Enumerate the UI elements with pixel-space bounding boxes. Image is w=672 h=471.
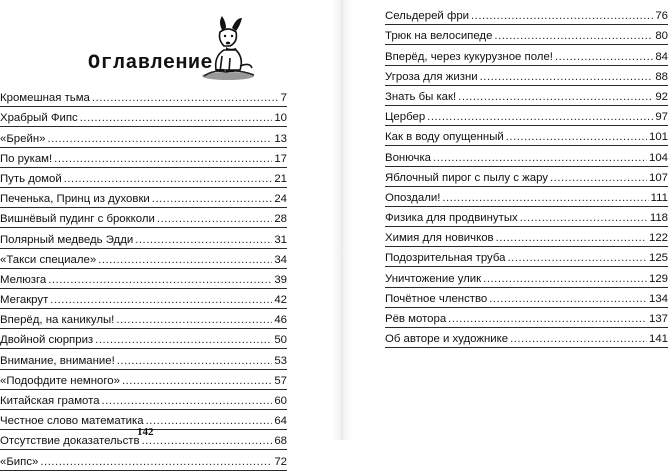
toc-leader [135,234,272,247]
page-number: 142 [137,426,154,438]
toc-leader [489,293,647,306]
toc-entry[interactable] [385,146,668,166]
toc-entry[interactable] [385,66,668,86]
toc-leader [433,152,647,165]
toc-entry[interactable] [0,249,287,269]
toc-leader [442,192,648,205]
toc-entry[interactable] [0,349,287,369]
toc-entry-title: Вперёд, на каникулы! [0,314,115,327]
toc-leader [494,30,653,43]
toc-entry-page: 134 [648,292,668,305]
toc-entry[interactable] [0,450,287,470]
toc-entry-page: 50 [274,334,287,347]
toc-entry[interactable] [385,5,668,25]
toc-entry[interactable] [0,127,287,147]
toc-leader [40,456,272,469]
toc-entry-title: Кромешная тьма [0,92,90,105]
toc-entry-title: Знать бы как! [385,90,457,103]
toc-entry[interactable] [385,187,668,207]
toc-leader [550,172,647,185]
toc-leader [98,254,272,267]
toc-entry-title: Сельдерей фри [385,10,470,23]
toc-entry-title: Опоздали! [385,191,441,204]
toc-entry-page: 125 [648,252,668,265]
page-title: Оглавление [88,52,214,75]
toc-entry-page: 72 [274,455,287,468]
toc-entry[interactable] [0,269,287,289]
toc-left-column [0,87,287,471]
toc-entry[interactable] [0,148,287,168]
toc-entry-title: «Брейн» [0,132,46,145]
toc-entry-page: 92 [655,90,668,103]
toc-entry-page: 122 [648,232,668,245]
toc-entry[interactable] [385,328,668,348]
toc-leader [448,313,647,326]
toc-entry[interactable] [0,309,287,329]
toc-entry-page: 68 [274,435,287,448]
toc-leader [117,355,273,368]
toc-leader [520,212,648,225]
toc-entry-page: 34 [274,253,287,266]
toc-entry[interactable] [0,289,287,309]
toc-entry-title: Подозрительная труба [385,252,506,265]
toc-entry-title: По рукам! [0,152,53,165]
toc-leader [95,334,272,347]
toc-entry-title: Мегакрут [0,294,49,307]
toc-leader [48,274,272,287]
toc-entry-page: 118 [649,212,668,225]
toc-entry-title: Вишнёвый пудинг с брокколи [0,213,155,226]
toc-leader [483,273,647,286]
toc-entry-page: 13 [274,132,287,145]
toc-entry-page: 10 [274,112,287,125]
page-gutter [332,0,352,440]
toc-entry-title: Цербер [385,111,426,124]
toc-entry-title: Отсутствие доказательств [0,435,140,448]
toc-leader [50,294,272,307]
toc-right-column [385,5,668,348]
toc-leader [157,213,272,226]
toc-entry-page: 111 [650,191,668,204]
toc-leader [480,71,654,84]
toc-leader [471,10,653,23]
toc-leader [496,232,647,245]
toc-entry-page: 7 [280,92,287,105]
toc-entry-page: 76 [655,10,668,23]
toc-entry[interactable] [0,329,287,349]
toc-entry-page: 28 [274,213,287,226]
toc-entry[interactable] [385,167,668,187]
toc-leader [510,333,647,346]
toc-entry-page: 97 [655,111,668,124]
toc-entry-title: Химия для новичков [385,232,494,245]
toc-entry-page: 129 [648,272,668,285]
toc-entry[interactable] [385,288,668,308]
toc-entry-page: 53 [274,354,287,367]
toc-entry-page: 21 [274,172,287,185]
toc-leader [427,111,653,124]
toc-entry-title: Уничтожение улик [385,272,482,285]
toc-leader [80,112,273,125]
toc-entry-page: 31 [274,233,287,246]
toc-leader [555,51,653,64]
toc-leader [116,314,272,327]
toc-entry-title: Рёв мотора [385,313,447,325]
toc-entry-title: Китайская грамота [0,395,100,407]
toc-entry[interactable] [385,45,668,65]
toc-entry-page: 137 [648,313,668,325]
toc-entry-page: 60 [274,395,287,407]
toc-entry-title: Об авторе и художнике [385,333,509,346]
toc-entry[interactable] [0,107,287,127]
toc-entry-title: Угроза для жизни [385,70,478,83]
toc-entry-title: Физика для продвинутых [385,212,518,225]
toc-leader [152,193,273,206]
toc-entry-title: Храбрый Фипс [0,112,78,125]
toc-entry-page: 88 [655,70,668,83]
toc-entry-title: Путь домой [0,172,62,185]
toc-entry[interactable] [0,188,287,208]
toc-entry[interactable] [0,168,287,188]
toc-entry-title: Как в воду опущенный [385,131,504,144]
toc-entry-page: 84 [655,50,668,63]
toc-leader [122,375,272,388]
toc-entry[interactable] [385,308,668,328]
toc-leader [47,133,272,146]
toc-entry[interactable] [0,390,287,410]
toc-entry-title: Вперёд, через кукурузное поле! [385,50,553,63]
toc-entry-title: Полярный медведь Эдди [0,233,134,246]
toc-entry-page: 42 [274,294,287,307]
toc-entry-title: «Бипс» [0,455,39,468]
toc-entry-page: 17 [274,152,287,165]
toc-leader [92,92,279,105]
toc-entry-title: Внимание, внимание! [0,354,115,367]
toc-entry-title: Вонючка [385,151,432,164]
toc-leader [507,252,647,265]
toc-leader [458,91,653,104]
toc-entry-title: Печенька, Принц из духовки [0,193,150,206]
toc-entry[interactable] [385,207,668,227]
toc-entry[interactable] [385,106,668,126]
toc-entry[interactable] [385,247,668,267]
toc-entry-page: 104 [648,151,668,164]
toc-leader [102,395,273,408]
toc-entry-title: Трюк на велосипеде [385,30,493,43]
toc-entry-page: 80 [655,30,668,43]
toc-entry[interactable] [0,370,287,390]
toc-entry[interactable] [0,208,287,228]
toc-leader [506,131,647,144]
toc-entry-page: 46 [274,314,287,327]
toc-entry-title: Яблочный пирог с пылу с жару [385,171,548,184]
toc-entry[interactable] [385,86,668,106]
toc-entry[interactable] [385,267,668,287]
toc-entry-title: «Такси специале» [0,253,97,266]
toc-leader [146,415,273,428]
toc-entry-page: 39 [274,273,287,286]
toc-leader [142,435,273,448]
toc-entry-page: 57 [274,374,287,387]
toc-entry-title: Мелюзга [0,273,47,286]
toc-entry-page: 64 [274,415,287,428]
toc-entry-title: Честное слово математика [0,415,144,428]
toc-entry-title: Почётное членство [385,292,488,305]
toc-entry-page: 24 [274,193,287,206]
toc-entry-title: «Подофдите немного» [0,374,120,387]
toc-entry[interactable] [0,228,287,248]
toc-entry[interactable] [385,227,668,247]
toc-entry-title: Двойной сюрприз [0,334,94,347]
toc-entry[interactable] [385,25,668,45]
toc-entry[interactable] [0,87,287,107]
toc-leader [54,153,272,166]
toc-leader [64,173,273,186]
toc-entry-page: 141 [648,333,668,346]
toc-entry[interactable] [385,126,668,146]
toc-entry-page: 101 [648,131,668,144]
toc-entry-page: 107 [648,171,668,184]
